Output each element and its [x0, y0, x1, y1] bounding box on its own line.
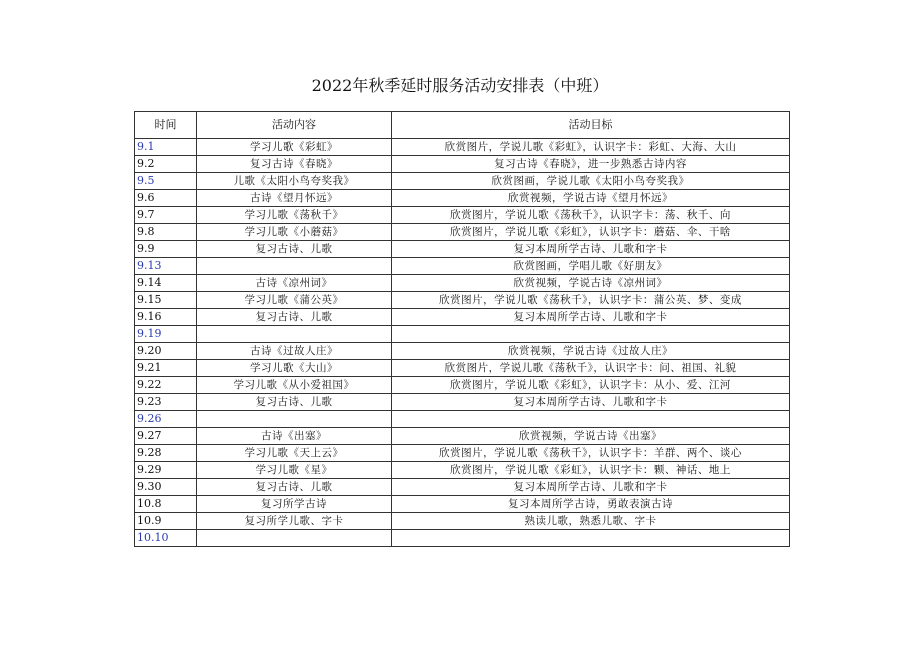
goal-cell: 欣赏图片，学说儿歌《荡秋千》，认识字卡：问、祖国、礼貌 — [392, 360, 790, 377]
time-cell: 9.19 — [135, 326, 197, 343]
time-cell: 9.22 — [135, 377, 197, 394]
content-cell: 复习古诗《春晓》 — [197, 156, 392, 173]
goal-cell: 欣赏视频，学说古诗《凉州词》 — [392, 275, 790, 292]
goal-cell: 复习本周所学古诗、儿歌和字卡 — [392, 309, 790, 326]
time-cell: 9.5 — [135, 173, 197, 190]
time-cell: 9.9 — [135, 241, 197, 258]
content-cell: 古诗《凉州词》 — [197, 275, 392, 292]
table-body — [135, 139, 790, 547]
table-row — [135, 190, 790, 207]
content-cell: 复习所学儿歌、字卡 — [197, 513, 392, 530]
table-row — [135, 513, 790, 530]
table-row — [135, 530, 790, 547]
content-cell: 儿歌《太阳小鸟夸奖我》 — [197, 173, 392, 190]
table-row — [135, 309, 790, 326]
goal-cell: 欣赏图片，学说儿歌《荡秋千》，认识字卡：荡、秋千、向 — [392, 207, 790, 224]
time-cell: 9.2 — [135, 156, 197, 173]
goal-cell — [392, 411, 790, 428]
table-row — [135, 428, 790, 445]
content-cell: 复习所学古诗 — [197, 496, 392, 513]
content-cell: 学习儿歌《小蘑菇》 — [197, 224, 392, 241]
table-row — [135, 479, 790, 496]
time-cell: 9.6 — [135, 190, 197, 207]
content-cell: 学习儿歌《天上云》 — [197, 445, 392, 462]
time-cell: 9.20 — [135, 343, 197, 360]
time-cell: 9.26 — [135, 411, 197, 428]
goal-cell: 复习古诗《春晓》，进一步熟悉古诗内容 — [392, 156, 790, 173]
table-header — [135, 112, 790, 139]
table-row — [135, 343, 790, 360]
goal-cell: 复习本周所学古诗，勇敢表演古诗 — [392, 496, 790, 513]
time-cell: 9.23 — [135, 394, 197, 411]
table-row — [135, 156, 790, 173]
time-cell: 9.8 — [135, 224, 197, 241]
content-cell: 学习儿歌《荡秋千》 — [197, 207, 392, 224]
content-cell: 古诗《出塞》 — [197, 428, 392, 445]
table-row — [135, 411, 790, 428]
table-row — [135, 224, 790, 241]
time-cell: 9.1 — [135, 139, 197, 156]
time-cell: 9.30 — [135, 479, 197, 496]
table-row — [135, 139, 790, 156]
content-cell: 复习古诗、儿歌 — [197, 241, 392, 258]
page-title: 2022年秋季延时服务活动安排表（中班） — [311, 76, 609, 95]
table-row — [135, 496, 790, 513]
table-row — [135, 377, 790, 394]
table-row — [135, 326, 790, 343]
content-cell: 古诗《望月怀远》 — [197, 190, 392, 207]
goal-cell: 欣赏图片，学说儿歌《彩虹》，认识字卡：蘑菇、伞、干啥 — [392, 224, 790, 241]
time-cell: 10.9 — [135, 513, 197, 530]
goal-cell — [392, 326, 790, 343]
goal-cell: 复习本周所学古诗、儿歌和字卡 — [392, 479, 790, 496]
time-cell: 9.16 — [135, 309, 197, 326]
schedule-table — [134, 111, 790, 547]
table-row — [135, 241, 790, 258]
time-cell: 9.14 — [135, 275, 197, 292]
goal-cell: 欣赏图片，学说儿歌《彩虹》，认识字卡：颗、神话、地上 — [392, 462, 790, 479]
time-cell: 10.10 — [135, 530, 197, 547]
content-cell — [197, 411, 392, 428]
header-goal: 活动目标 — [392, 112, 790, 139]
goal-cell: 复习本周所学古诗、儿歌和字卡 — [392, 394, 790, 411]
time-cell: 9.7 — [135, 207, 197, 224]
goal-cell: 欣赏图片，学说儿歌《彩虹》，认识字卡：彩虹、大海、大山 — [392, 139, 790, 156]
goal-cell: 欣赏视频，学说古诗《出塞》 — [392, 428, 790, 445]
goal-cell: 复习本周所学古诗、儿歌和字卡 — [392, 241, 790, 258]
header-row — [135, 112, 790, 139]
content-cell — [197, 530, 392, 547]
goal-cell: 欣赏图片，学说儿歌《荡秋千》，认识字卡：蒲公英、梦、变成 — [392, 292, 790, 309]
content-cell: 复习古诗、儿歌 — [197, 479, 392, 496]
content-cell: 古诗《过故人庄》 — [197, 343, 392, 360]
time-cell: 9.15 — [135, 292, 197, 309]
goal-cell: 欣赏图画，学说儿歌《太阳小鸟夸奖我》 — [392, 173, 790, 190]
content-cell: 学习儿歌《彩虹》 — [197, 139, 392, 156]
table-row — [135, 173, 790, 190]
content-cell: 复习古诗、儿歌 — [197, 309, 392, 326]
goal-cell: 熟读儿歌，熟悉儿歌、字卡 — [392, 513, 790, 530]
time-cell: 9.13 — [135, 258, 197, 275]
goal-cell: 欣赏视频，学说古诗《过故人庄》 — [392, 343, 790, 360]
table-row — [135, 275, 790, 292]
content-cell: 学习儿歌《大山》 — [197, 360, 392, 377]
goal-cell: 欣赏图片，学说儿歌《彩虹》，认识字卡：从小、爱、江河 — [392, 377, 790, 394]
goal-cell: 欣赏视频，学说古诗《望月怀远》 — [392, 190, 790, 207]
content-cell: 学习儿歌《从小爱祖国》 — [197, 377, 392, 394]
time-cell: 9.21 — [135, 360, 197, 377]
time-cell: 9.28 — [135, 445, 197, 462]
table-row — [135, 360, 790, 377]
table-row — [135, 394, 790, 411]
time-cell: 9.29 — [135, 462, 197, 479]
goal-cell: 欣赏图画，学唱儿歌《好朋友》 — [392, 258, 790, 275]
time-cell: 9.27 — [135, 428, 197, 445]
table-row — [135, 207, 790, 224]
content-cell — [197, 326, 392, 343]
content-cell: 学习儿歌《蒲公英》 — [197, 292, 392, 309]
table-row — [135, 462, 790, 479]
header-time: 时间 — [135, 112, 197, 139]
content-cell — [197, 258, 392, 275]
table-row — [135, 258, 790, 275]
time-cell: 10.8 — [135, 496, 197, 513]
content-cell: 复习古诗、儿歌 — [197, 394, 392, 411]
header-content: 活动内容 — [197, 112, 392, 139]
content-cell: 学习儿歌《星》 — [197, 462, 392, 479]
goal-cell: 欣赏图片，学说儿歌《荡秋千》，认识字卡：羊群、两个、谈心 — [392, 445, 790, 462]
table-row — [135, 292, 790, 309]
table-row — [135, 445, 790, 462]
goal-cell — [392, 530, 790, 547]
